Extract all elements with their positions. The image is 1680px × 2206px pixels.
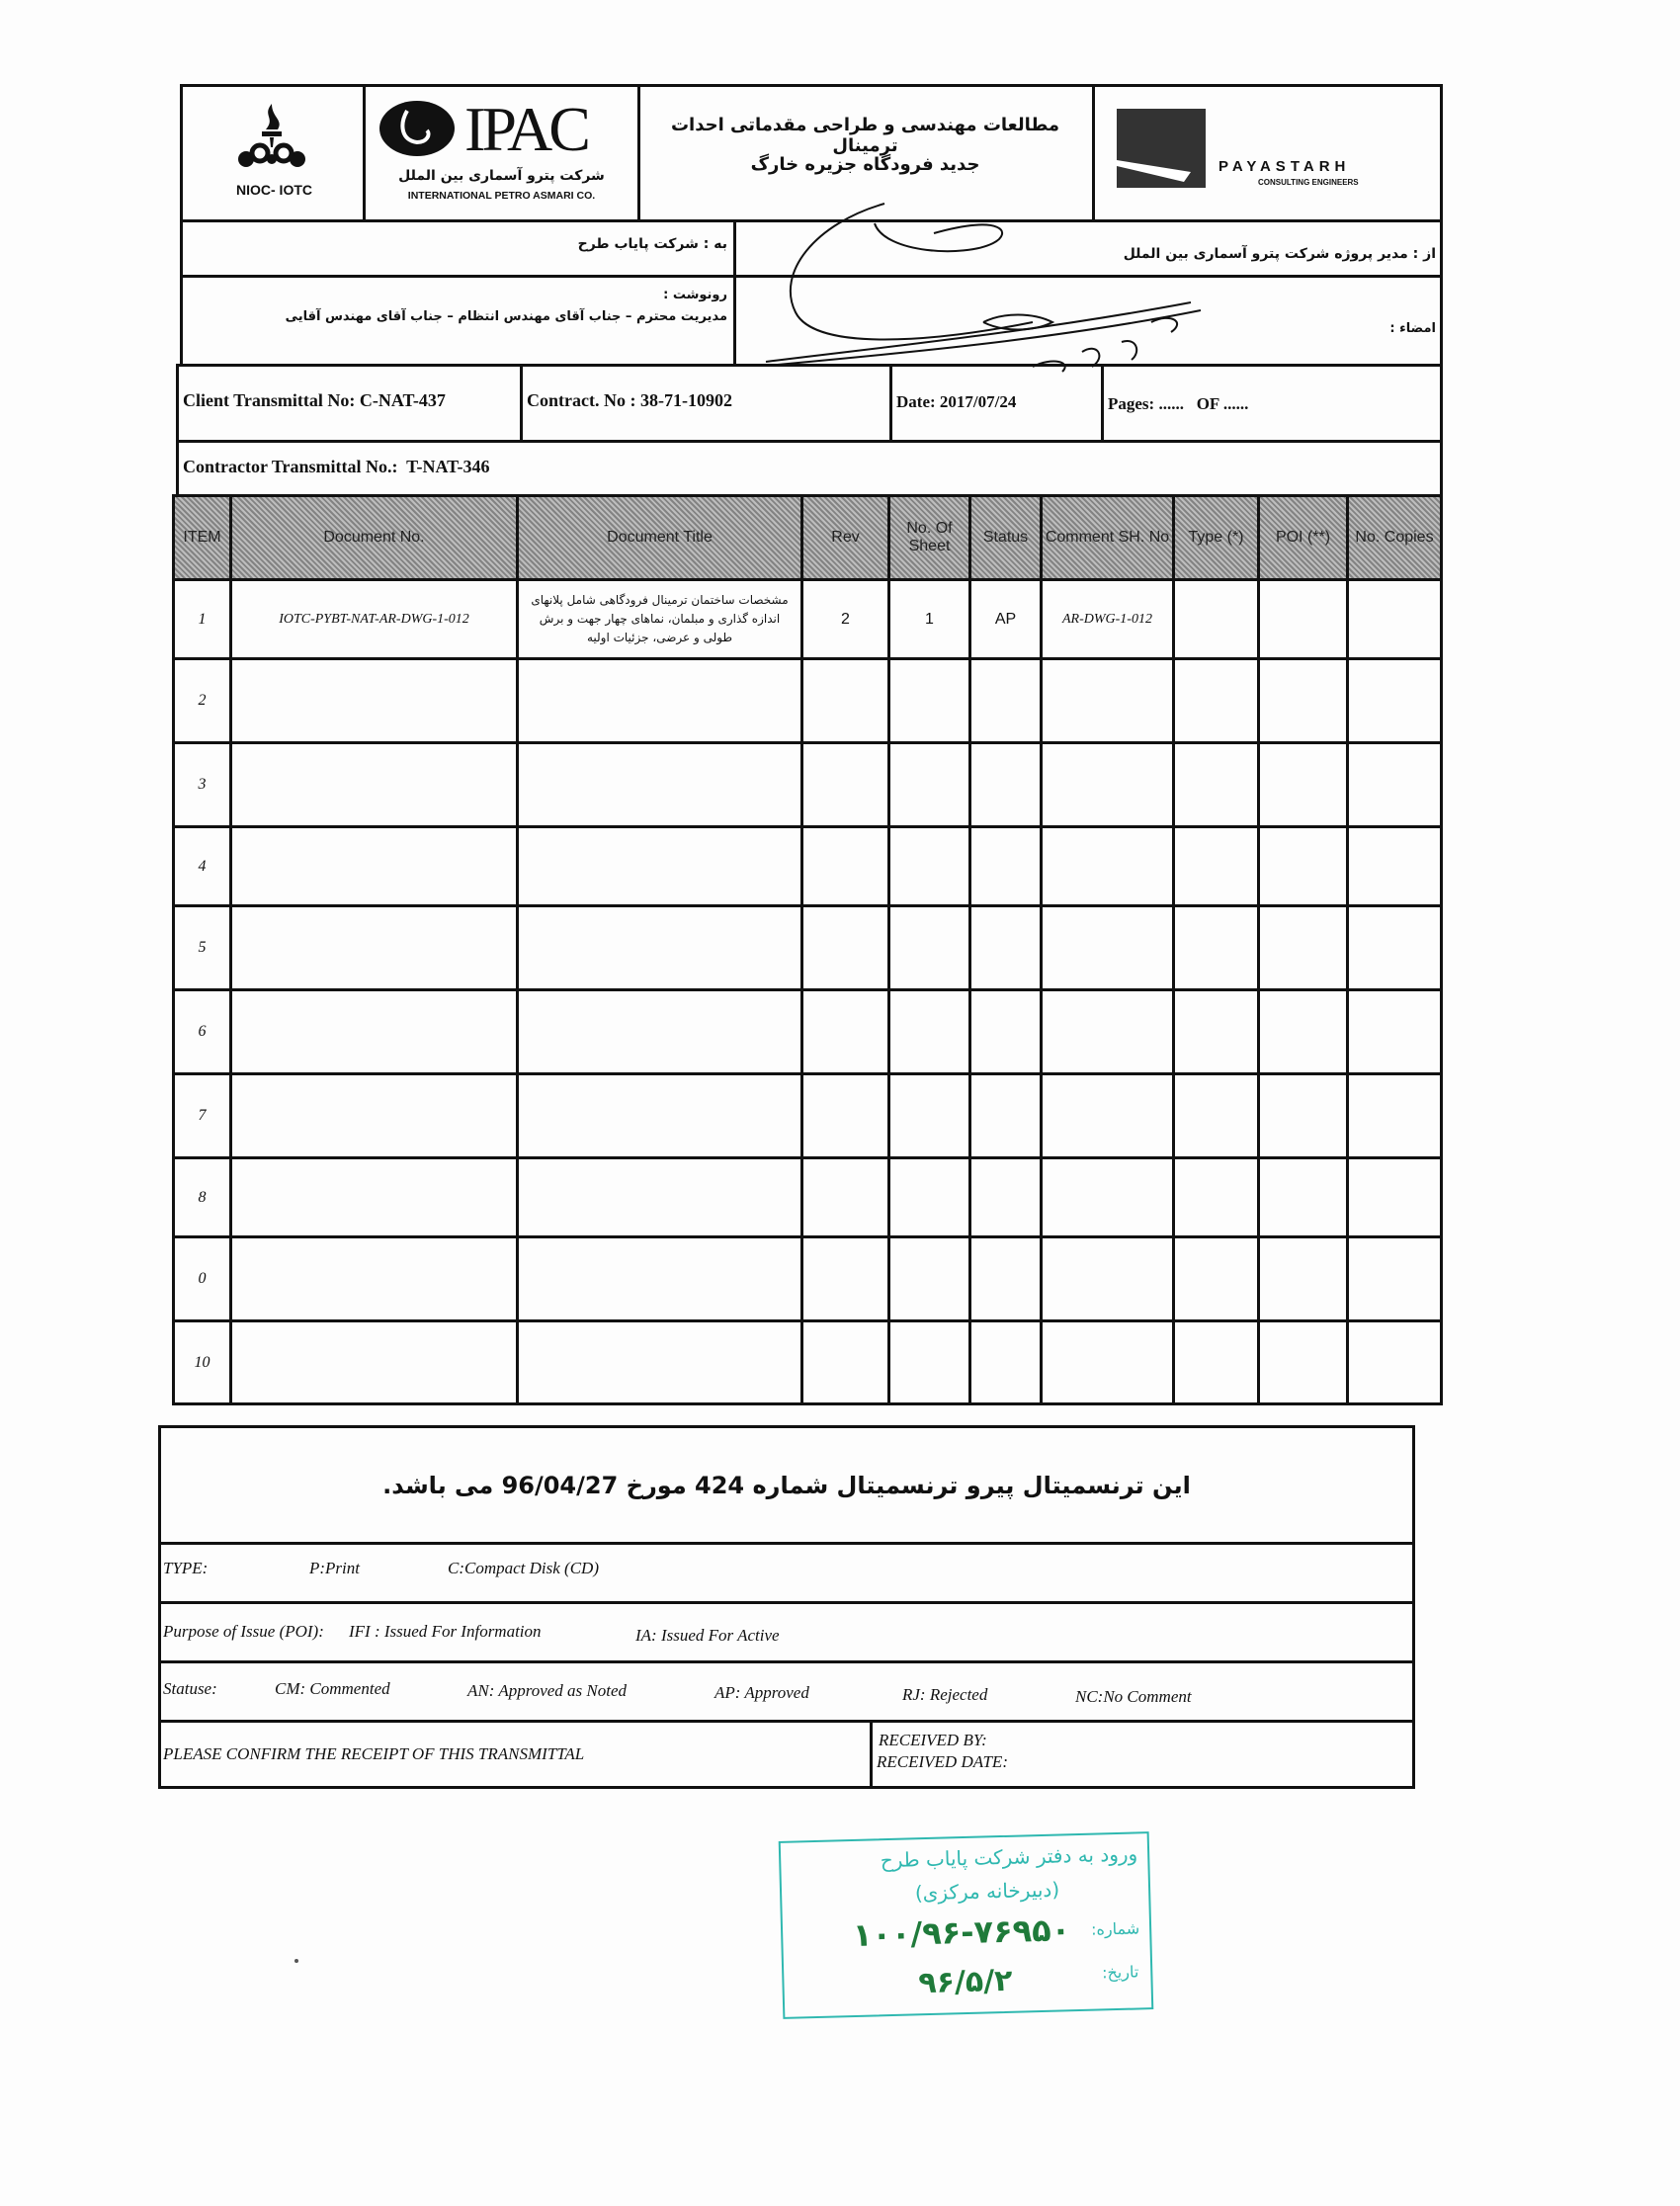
type-cell bbox=[1175, 1322, 1260, 1402]
table-row bbox=[175, 1322, 1443, 1405]
no-copies-cell bbox=[1349, 1075, 1443, 1156]
project-title-line1: مطالعات مهندسی و طراحی مقدماتی احدات ترمینال bbox=[670, 115, 1060, 156]
cc-cell bbox=[183, 278, 736, 366]
status-cell bbox=[971, 907, 1043, 988]
no-of-sheet-cell bbox=[890, 1075, 971, 1156]
rev-cell bbox=[803, 660, 890, 741]
signature-label: امضاء : bbox=[1389, 321, 1436, 336]
receipt-stamp bbox=[779, 1831, 1154, 2019]
status-ap: AP: Approved bbox=[714, 1683, 809, 1702]
payastarh-logo-icon bbox=[1117, 109, 1206, 188]
table-header-row bbox=[175, 497, 1443, 581]
table-row bbox=[175, 907, 1443, 991]
stamp-number-label: شماره: bbox=[1090, 1918, 1140, 1939]
no-copies-cell bbox=[1349, 1238, 1443, 1319]
type-cell bbox=[1175, 907, 1260, 988]
document-title-cell bbox=[519, 991, 803, 1072]
no-copies-cell bbox=[1349, 1322, 1443, 1402]
ipac-logo-cell bbox=[366, 87, 640, 222]
document-title-cell bbox=[519, 907, 803, 988]
comment-sh-cell bbox=[1043, 744, 1175, 825]
poi-cell bbox=[1260, 660, 1349, 741]
status-cell bbox=[971, 1159, 1043, 1235]
col-header-poi: POI (**) bbox=[1260, 497, 1349, 578]
date: Date: 2017/07/24 bbox=[896, 392, 1017, 411]
no-copies-cell bbox=[1349, 1159, 1443, 1235]
document-no-cell bbox=[232, 1322, 519, 1402]
document-title-cell bbox=[519, 1159, 803, 1235]
document-no-cell bbox=[232, 660, 519, 741]
no-of-sheet-cell: 1 bbox=[890, 581, 971, 657]
received-cell bbox=[873, 1723, 1412, 1786]
document-no-cell bbox=[232, 907, 519, 988]
no-copies-cell bbox=[1349, 907, 1443, 988]
rev-cell bbox=[803, 1238, 890, 1319]
table-row bbox=[175, 660, 1443, 744]
stamp-line1: ورود به دفتر شرکت پایاب طرح bbox=[880, 1841, 1138, 1873]
document-no-cell bbox=[232, 744, 519, 825]
ipac-company-fa: شرکت پترو آسماری بین الملل bbox=[398, 168, 605, 184]
date-cell bbox=[892, 367, 1104, 443]
rev-cell bbox=[803, 907, 890, 988]
nioc-flame-icon bbox=[232, 102, 311, 171]
scan-dot bbox=[294, 1959, 298, 1963]
item-cell: 2 bbox=[175, 660, 232, 741]
type-cell bbox=[1175, 828, 1260, 904]
no-of-sheet-cell bbox=[890, 1322, 971, 1402]
footer-section bbox=[158, 1425, 1415, 1789]
document-title-cell bbox=[519, 1322, 803, 1402]
routing-section bbox=[180, 219, 1443, 366]
col-header-type: Type (*) bbox=[1175, 497, 1260, 578]
item-cell: 8 bbox=[175, 1159, 232, 1235]
table-row bbox=[175, 581, 1443, 660]
type-cell bbox=[1175, 1238, 1260, 1319]
ipac-company-en: INTERNATIONAL PETRO ASMARI CO. bbox=[407, 190, 596, 202]
received-by: RECEIVED BY: bbox=[879, 1731, 987, 1749]
table-row bbox=[175, 744, 1443, 828]
type-cd: C:Compact Disk (CD) bbox=[448, 1559, 599, 1577]
no-copies-cell bbox=[1349, 744, 1443, 825]
type-label: TYPE: bbox=[163, 1559, 209, 1577]
no-of-sheet-cell bbox=[890, 660, 971, 741]
poi-ia: IA: Issued For Active bbox=[635, 1626, 780, 1645]
item-cell: 5 bbox=[175, 907, 232, 988]
document-title-cell bbox=[519, 1075, 803, 1156]
item-cell: 1 bbox=[175, 581, 232, 657]
table-row bbox=[175, 1075, 1443, 1159]
comment-sh-cell bbox=[1043, 1075, 1175, 1156]
pages-cell bbox=[1104, 367, 1440, 443]
cc-label: رونوشت : bbox=[663, 288, 727, 302]
col-header-rev: Rev bbox=[803, 497, 890, 578]
status-label: Statuse: bbox=[163, 1679, 217, 1698]
payastarh-name: PAYASTARH bbox=[1218, 158, 1351, 175]
status-cell bbox=[971, 660, 1043, 741]
contractor-transmittal: Contractor Transmittal No.: T-NAT-346 bbox=[183, 457, 490, 476]
status-cell bbox=[971, 828, 1043, 904]
poi-label: Purpose of Issue (POI): bbox=[163, 1622, 324, 1641]
col-header-no-copies: No. Copies bbox=[1349, 497, 1443, 578]
client-transmittal: Client Transmittal No: C-NAT-437 bbox=[183, 390, 446, 410]
document-title-cell: مشخصات ساختمان ترمینال فرودگاهی شامل پلانهای اندازه گذاری و مبلمان، نماهای چهار جهت و برش طولی و عرضی، جزئیات اولیه bbox=[519, 581, 803, 657]
comment-sh-cell bbox=[1043, 991, 1175, 1072]
document-no-cell bbox=[232, 991, 519, 1072]
table-row bbox=[175, 1159, 1443, 1238]
payastarh-sub: CONSULTING ENGINEERS bbox=[1258, 178, 1359, 187]
no-copies-cell bbox=[1349, 660, 1443, 741]
poi-legend-row bbox=[161, 1604, 1412, 1663]
no-of-sheet-cell bbox=[890, 907, 971, 988]
stamp-line2: (دبیرخانه مرکزی) bbox=[914, 1877, 1060, 1906]
to-text: به : شرکت پایاب طرح bbox=[577, 236, 727, 252]
document-title-cell bbox=[519, 828, 803, 904]
status-nc: NC:No Comment bbox=[1075, 1687, 1192, 1706]
item-cell: 10 bbox=[175, 1322, 232, 1402]
rev-cell bbox=[803, 744, 890, 825]
status-cell bbox=[971, 1238, 1043, 1319]
contract-no-cell bbox=[523, 367, 892, 443]
client-transmittal-cell bbox=[179, 367, 523, 443]
status-rj: RJ: Rejected bbox=[902, 1685, 988, 1704]
table-row bbox=[175, 991, 1443, 1075]
document-no-cell bbox=[232, 1159, 519, 1235]
table-row bbox=[175, 828, 1443, 907]
rev-cell bbox=[803, 1075, 890, 1156]
status-cell: AP bbox=[971, 581, 1043, 657]
signature-cell bbox=[736, 278, 1440, 366]
type-cell bbox=[1175, 1159, 1260, 1235]
comment-sh-cell bbox=[1043, 660, 1175, 741]
contract-no: Contract. No : 38-71-10902 bbox=[527, 390, 732, 410]
table-row bbox=[175, 1238, 1443, 1322]
document-title-cell bbox=[519, 744, 803, 825]
type-cell bbox=[1175, 744, 1260, 825]
col-header-no-of-sheet: No. Of Sheet bbox=[890, 497, 971, 578]
poi-cell bbox=[1260, 581, 1349, 657]
ipac-logo-text: IPAC bbox=[464, 94, 587, 164]
document-title-cell bbox=[519, 1238, 803, 1319]
item-cell: 0 bbox=[175, 1238, 232, 1319]
col-header-comment-sh-no: Comment SH. No bbox=[1043, 497, 1175, 578]
no-copies-cell bbox=[1349, 991, 1443, 1072]
rev-cell: 2 bbox=[803, 581, 890, 657]
comment-sh-cell bbox=[1043, 1238, 1175, 1319]
poi-cell bbox=[1260, 828, 1349, 904]
status-cell bbox=[971, 991, 1043, 1072]
from-text: از : مدیر پروژه شرکت پترو آسماری بین الملل bbox=[1123, 246, 1436, 262]
poi-cell bbox=[1260, 991, 1349, 1072]
status-legend-row bbox=[161, 1663, 1412, 1723]
comment-sh-cell bbox=[1043, 1159, 1175, 1235]
item-cell: 3 bbox=[175, 744, 232, 825]
col-header-item: ITEM bbox=[175, 497, 232, 578]
no-of-sheet-cell bbox=[890, 1159, 971, 1235]
stamp-date-label: تاریخ: bbox=[1101, 1962, 1139, 1983]
item-cell: 7 bbox=[175, 1075, 232, 1156]
no-copies-cell bbox=[1349, 581, 1443, 657]
type-cell bbox=[1175, 581, 1260, 657]
type-cell bbox=[1175, 660, 1260, 741]
document-no-cell bbox=[232, 1075, 519, 1156]
no-of-sheet-cell bbox=[890, 828, 971, 904]
poi-cell bbox=[1260, 1322, 1349, 1402]
comment-sh-cell bbox=[1043, 907, 1175, 988]
reference-note: این ترنسمیتال پیرو ترنسمیتال شماره 424 مورخ 96/04/27 می باشد. bbox=[382, 1472, 1191, 1499]
poi-cell bbox=[1260, 1238, 1349, 1319]
status-an: AN: Approved as Noted bbox=[467, 1681, 628, 1700]
transmittal-info-row bbox=[176, 364, 1443, 443]
document-no-cell bbox=[232, 828, 519, 904]
document-title-cell bbox=[519, 660, 803, 741]
nioc-logo-cell bbox=[183, 87, 366, 222]
no-of-sheet-cell bbox=[890, 744, 971, 825]
poi-cell bbox=[1260, 907, 1349, 988]
document-no-cell bbox=[232, 1238, 519, 1319]
no-copies-cell bbox=[1349, 828, 1443, 904]
item-cell: 6 bbox=[175, 991, 232, 1072]
confirm-cell bbox=[161, 1723, 873, 1786]
rev-cell bbox=[803, 1322, 890, 1402]
stamp-number-value: ۱۰۰/۹۶-۷۶۹۵۰ bbox=[852, 1910, 1071, 1954]
nioc-logo-text: NIOC- IOTC bbox=[236, 182, 312, 198]
comment-sh-cell bbox=[1043, 1322, 1175, 1402]
no-of-sheet-cell bbox=[890, 1238, 971, 1319]
type-cell bbox=[1175, 991, 1260, 1072]
no-of-sheet-cell bbox=[890, 991, 971, 1072]
cc-value: مدیریت محترم – جناب آقای مهندس انتظام – جناب آقای مهندس آقایی bbox=[285, 309, 727, 324]
rev-cell bbox=[803, 1159, 890, 1235]
type-legend-row bbox=[161, 1545, 1412, 1604]
reference-note-cell bbox=[161, 1428, 1412, 1545]
contractor-transmittal-row bbox=[176, 440, 1443, 497]
status-cell bbox=[971, 1322, 1043, 1402]
rev-cell bbox=[803, 991, 890, 1072]
col-header-document-no: Document No. bbox=[232, 497, 519, 578]
project-title-line2: جدید فرودگاه جزیره خارگ bbox=[750, 154, 980, 175]
comment-sh-cell bbox=[1043, 828, 1175, 904]
poi-cell bbox=[1260, 1075, 1349, 1156]
to-cell bbox=[183, 222, 736, 278]
col-header-document-title: Document Title bbox=[519, 497, 803, 578]
poi-ifi: IFI : Issued For Information bbox=[349, 1622, 542, 1641]
comment-sh-cell: AR-DWG-1-012 bbox=[1043, 581, 1175, 657]
pages: Pages: ...... OF ...... bbox=[1108, 394, 1249, 413]
received-date: RECEIVED DATE: bbox=[877, 1752, 1008, 1771]
type-cell bbox=[1175, 1075, 1260, 1156]
status-cell bbox=[971, 1075, 1043, 1156]
col-header-status: Status bbox=[971, 497, 1043, 578]
poi-cell bbox=[1260, 1159, 1349, 1235]
poi-cell bbox=[1260, 744, 1349, 825]
stamp-date-value: ۹۶/۵/۲ bbox=[917, 1963, 1013, 2001]
document-table bbox=[172, 494, 1443, 1405]
handwritten-signature bbox=[736, 184, 1329, 382]
ipac-drop-icon bbox=[378, 99, 457, 158]
status-cm: CM: Commented bbox=[275, 1679, 390, 1698]
rev-cell bbox=[803, 828, 890, 904]
document-no-cell: IOTC-PYBT-NAT-AR-DWG-1-012 bbox=[232, 581, 519, 657]
status-cell bbox=[971, 744, 1043, 825]
confirm-receipt-text: PLEASE CONFIRM THE RECEIPT OF THIS TRANSMITTAL bbox=[163, 1744, 585, 1763]
type-print: P:Print bbox=[309, 1559, 360, 1577]
item-cell: 4 bbox=[175, 828, 232, 904]
